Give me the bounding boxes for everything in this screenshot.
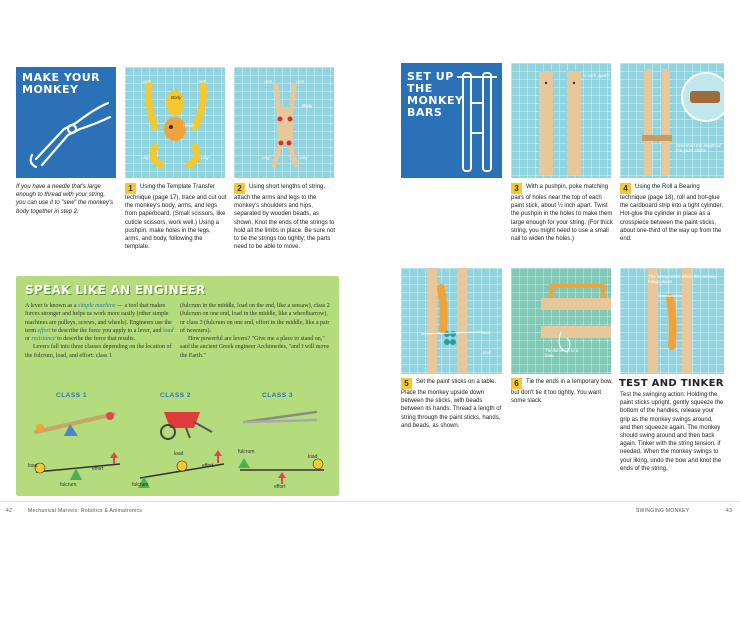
test-and-tinker-text: Test the swinging action: Holding the paint sticks upright, gently squeeze the bottom of the handles, release your grip as the monkey swings around, and then squeeze again. The monkey should swing around and then back again. Tinker with the string tension, if needed. When the monkey swings to your liking, undo the bow and knot the ends of the string. bbox=[620, 392, 724, 472]
crosspiece-shapes bbox=[620, 63, 724, 178]
keyword-load: load bbox=[162, 327, 174, 334]
crosspiece-photo bbox=[620, 63, 724, 178]
monkey-bars-title-line3: MONKEY bbox=[407, 94, 464, 107]
right-page-number: 43 bbox=[726, 508, 733, 514]
wheelbarrow-icon bbox=[146, 402, 216, 444]
step-4 bbox=[620, 183, 724, 243]
one-third-label: One-third the length of the paint sticks bbox=[676, 143, 721, 153]
step-2-number: 2 bbox=[234, 183, 245, 194]
diagram2-effort-label: effort bbox=[202, 463, 214, 469]
step-5 bbox=[401, 378, 505, 430]
step-1 bbox=[125, 183, 227, 251]
step-6-number: 6 bbox=[511, 378, 522, 389]
pliers-icon bbox=[16, 67, 116, 178]
step-3-number: 3 bbox=[511, 183, 522, 194]
template-photo bbox=[125, 67, 225, 178]
template-head-label: Head bbox=[183, 123, 194, 128]
class-2-label: CLASS 2 bbox=[160, 392, 191, 399]
lever-diagram-class-1 bbox=[28, 450, 128, 490]
half-inch-label: ½ inch apart! bbox=[583, 73, 610, 78]
threading-shapes bbox=[401, 268, 502, 374]
start-label: Start bbox=[481, 330, 491, 335]
diagram3-load-label: load bbox=[308, 454, 318, 460]
monkey-bars-title-line1: SET UP bbox=[407, 70, 454, 83]
engineer-text: to describe the force you apply to a lever, and bbox=[50, 327, 163, 334]
step-1-text: Using the Template Transfer technique (page 17), trace and cut out the monkey's body, arms, and legs from paperboard. (Small scissors, like cuticle scissors, work well.) Using a pushpin, make holes in the legs, arms, and body, following the template. bbox=[125, 184, 227, 251]
monkey-bars-title-line2: THE bbox=[407, 82, 433, 95]
step-5-number: 5 bbox=[401, 378, 412, 389]
step-3-text: With a pushpin, poke matching pairs of holes near the top of each paint stick, about ½ inch apart. Twist the pushpin in the holes to make them large enough for your string. (For thick string, you might need to use a small nail to widen the holes.) bbox=[511, 184, 613, 243]
threading-photo bbox=[401, 268, 502, 374]
monkey-bars-panel bbox=[401, 63, 502, 178]
template-arm-right-label: Arm bbox=[198, 79, 207, 84]
engineer-text: — a tool that makes forces stronger and helps us work more easily (other simple machines are pulleys, screws, and wheels). Engineers use the term bbox=[25, 303, 172, 334]
diagram1-effort-label: effort bbox=[92, 466, 104, 472]
step-4-number: 4 bbox=[620, 183, 631, 194]
assembly-photo bbox=[234, 67, 334, 178]
assembly-leg-left-label: Leg bbox=[262, 155, 270, 160]
engineer-text: A lever is known as a bbox=[25, 303, 78, 309]
right-footer-title: SWINGING MONKEY bbox=[636, 508, 690, 514]
engineer-title: SPEAK LIKE AN ENGINEER bbox=[25, 283, 206, 297]
assembly-body-label: Body bbox=[302, 103, 313, 108]
monkey-assembled-shapes bbox=[234, 67, 334, 178]
left-footer-title: Mechanical Marvels: Robotics & Animatronics bbox=[28, 508, 143, 514]
step-6-text: Tie the ends in a temporary bow, but don't tie it too tightly. You want some slack. bbox=[511, 379, 613, 405]
step-3 bbox=[511, 183, 615, 243]
step-2 bbox=[234, 183, 338, 251]
keyword-effort: effort bbox=[37, 327, 51, 334]
keyword-resistance: resistance bbox=[31, 336, 56, 343]
class-3-label: CLASS 3 bbox=[262, 392, 293, 399]
assembly-leg-right-label: Leg bbox=[300, 155, 308, 160]
make-monkey-tip: If you have a needle that's large enough to thread with your string, you can use it to "sew" the monkey's body together in step 2. bbox=[16, 184, 114, 215]
step-4-text: Using the Roll a Bearing technique (page 18), roll and hot-glue the cardboard strip into a tight cylinder. Hot-glue the cylinder in place as a crosspiece between the paint sticks, about one-third of the way up from the end. bbox=[620, 184, 724, 243]
tie-bow-shapes bbox=[511, 268, 611, 374]
step-2-text: Using short lengths of string, attach the arms and legs to the monkey's shoulders and hips, separated by wooden beads, as shown. Knot the ends of the strings to hold all the limbs in place. Be sure not to tie the strings too tightly; the parts need to be able to move. bbox=[234, 184, 336, 251]
template-leg-right-label: Leg bbox=[201, 155, 209, 160]
make-monkey-panel bbox=[16, 67, 116, 178]
speak-like-engineer-box bbox=[16, 276, 339, 496]
engineer-column-1 bbox=[25, 302, 175, 360]
footer-rule bbox=[0, 501, 740, 502]
diagram2-load-label: load bbox=[174, 451, 184, 457]
swinging-photo bbox=[620, 268, 724, 374]
diagram3-effort-label: effort bbox=[274, 484, 286, 490]
engineer-col1-paragraph-2: Levers fall into three classes depending on the location of the fulcrum, load, and effort: class 1 bbox=[25, 344, 172, 359]
step-6 bbox=[511, 378, 615, 405]
monkey-bars-title-line4: BARS bbox=[407, 106, 443, 119]
string-twists-label: The string twists when the monkey hangs down. bbox=[648, 274, 718, 284]
engineer-col2-paragraph-2: How powerful are levers? "Give me a place to stand on," said the ancient Greek engineer Archimedes, "and I will move the Earth." bbox=[180, 336, 330, 359]
engineer-text: or bbox=[25, 336, 32, 343]
diagram2-fulcrum-label: fulcrum bbox=[132, 482, 149, 488]
test-and-tinker-title: TEST AND TINKER bbox=[619, 378, 724, 389]
step-1-number: 1 bbox=[125, 183, 136, 194]
tie-ends-label: Tie the ends in a bow. bbox=[545, 348, 579, 358]
tweezers-icon bbox=[240, 406, 320, 436]
make-monkey-title-line2: MONKEY bbox=[22, 83, 79, 96]
assembly-arm-right-label: Arm bbox=[296, 79, 305, 84]
step-5-text: Set the paint sticks on a table. Place the monkey upside down between the sticks, with beads between its hands. Thread a length of string through the paint sticks, hands, and beads, as shown. bbox=[401, 379, 502, 429]
diagram1-fulcrum-label: fulcrum bbox=[60, 482, 77, 488]
template-body-label: Body bbox=[171, 95, 182, 100]
end-label: End bbox=[483, 350, 492, 355]
template-arm-left-label: Arm bbox=[143, 79, 152, 84]
monkey-bars-icon bbox=[401, 63, 502, 178]
diagram3-fulcrum-label: fulcrum bbox=[238, 449, 255, 455]
make-monkey-title-line1: MAKE YOUR bbox=[22, 71, 101, 84]
class-1-label: CLASS 1 bbox=[56, 392, 87, 399]
paint-sticks-holes-photo bbox=[511, 63, 611, 178]
tie-bow-photo bbox=[511, 268, 611, 374]
engineer-col2-paragraph-1: (fulcrum in the middle, load on the end, like a seesaw), class 2 (fulcrum on one end, load in the middle, like a wheelbarrow), or class 3 (fulcrum on one end, effort in the middle, like a pair of tweezers). bbox=[180, 303, 330, 334]
seesaw-icon bbox=[30, 402, 120, 442]
left-page-number: 42 bbox=[6, 508, 13, 514]
assembly-arm-left-label: Arm bbox=[264, 79, 273, 84]
engineer-column-2 bbox=[180, 302, 330, 360]
monkey-template-shapes bbox=[125, 67, 225, 178]
paint-sticks-shapes bbox=[511, 63, 611, 178]
engineer-text: to describe the force that results. bbox=[55, 336, 136, 343]
keyword-simple-machine: simple machine bbox=[78, 303, 116, 309]
template-leg-left-label: Leg bbox=[141, 155, 149, 160]
diagram1-load-label: load bbox=[28, 463, 38, 469]
